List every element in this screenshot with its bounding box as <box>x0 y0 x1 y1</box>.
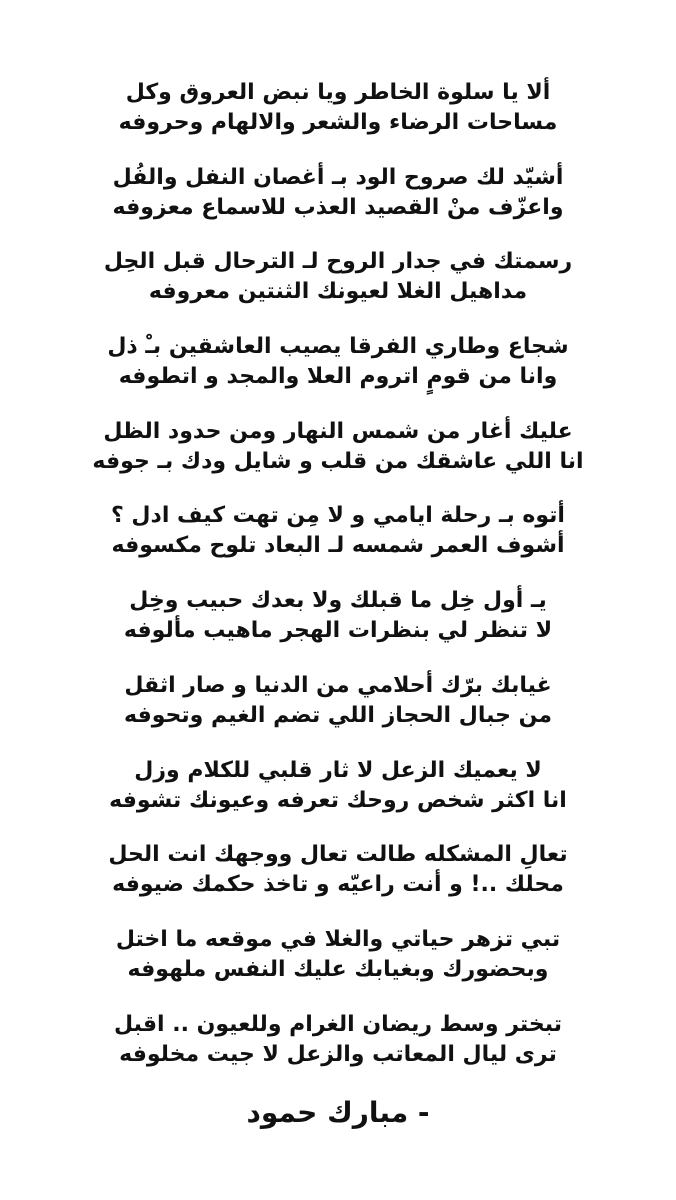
verse-line: وبحضورك وبغيابك عليك النفس ملهوفه <box>127 956 549 982</box>
verse-line: عليك أغار من شمس النهار ومن حدود الظل <box>103 418 573 444</box>
verse-line: أشوف العمر شمسه لـ البعاد تلوح مكسوفه <box>111 533 565 559</box>
author-signature: - مبارك حمود <box>246 1096 430 1129</box>
verse-line: واعزّف منْ القصيد العذب للاسماع معزوفه <box>112 194 564 220</box>
verse-line: مساحات الرضاء والشعر والالهام وحروفه <box>118 110 558 135</box>
verse-line: ألا يا سلوة الخاطر ويا نبض العروق وكل <box>125 80 551 105</box>
verse-line: تبختر وسط ريضان الغرام وللعيون .. اقبل <box>114 1011 562 1037</box>
stanza-2 <box>60 163 616 248</box>
verse-line: محلك ..! و أنت راعيّه و تاخذ حكمك ضيوفه <box>112 872 564 898</box>
stanza-3 <box>60 247 616 332</box>
verse-line: مداهيل الغلا لعيونك الثنتين معروفه <box>148 279 528 305</box>
stanza-1 <box>60 78 616 163</box>
verse-line: أشيّد لك صروح الود بـ أغصان النفل والفُل <box>112 164 564 190</box>
stanza-4 <box>60 332 616 417</box>
stanza-5 <box>60 417 616 502</box>
verse-line: وانا من قومٍ اتروم العلا والمجد و اتطوفه <box>118 364 558 390</box>
verse-line: ترى ليال المعاتب والزعل لا جيت مخلوفه <box>119 1041 557 1067</box>
verse-line: تعالِ المشكله طالت تعال ووجهك انت الحل <box>108 842 568 868</box>
verse-line: انا اللي عاشقك من قلب و شايل ودك بـ جوفه <box>92 448 584 474</box>
stanza-6 <box>60 501 616 586</box>
stanza-7 <box>60 586 616 671</box>
verse-line: رسمتك في جدار الروح لـ الترحال قبل الحِل <box>103 249 573 275</box>
stanza-10 <box>60 840 616 925</box>
stanza-8 <box>60 671 616 756</box>
verse-line: من جبال الحجاز اللي تضم الغيم وتحوفه <box>123 702 552 728</box>
verse-line: انا اكثر شخص روحك تعرفه وعيونك تشوفه <box>109 787 567 813</box>
verse-line: يـ أول خِل ما قبلك ولا بعدك حبيب وخِل <box>129 588 547 614</box>
poem-body <box>60 78 616 1094</box>
verse-line: لا تنظر لي بنظرات الهجر ماهيب مألوفه <box>123 618 553 644</box>
stanza-12 <box>60 1010 616 1095</box>
verse-line: غيابك برّك أحلامي من الدنيا و صار اثقل <box>124 672 552 698</box>
stanza-9 <box>60 756 616 841</box>
verse-line: شجاع وطاري الفرقا يصيب العاشقين بـْ ذل <box>107 334 569 360</box>
verse-line: لا يعميك الزعل لا ثار قلبي للكلام وزل <box>134 757 542 783</box>
verse-line: أتوه بـ رحلة ايامي و لا مِن تهت كيف ادل ؟ <box>111 503 565 529</box>
stanza-11 <box>60 925 616 1010</box>
verse-line: تبي تزهر حياتي والغلا في موقعه ما اختل <box>115 926 561 952</box>
